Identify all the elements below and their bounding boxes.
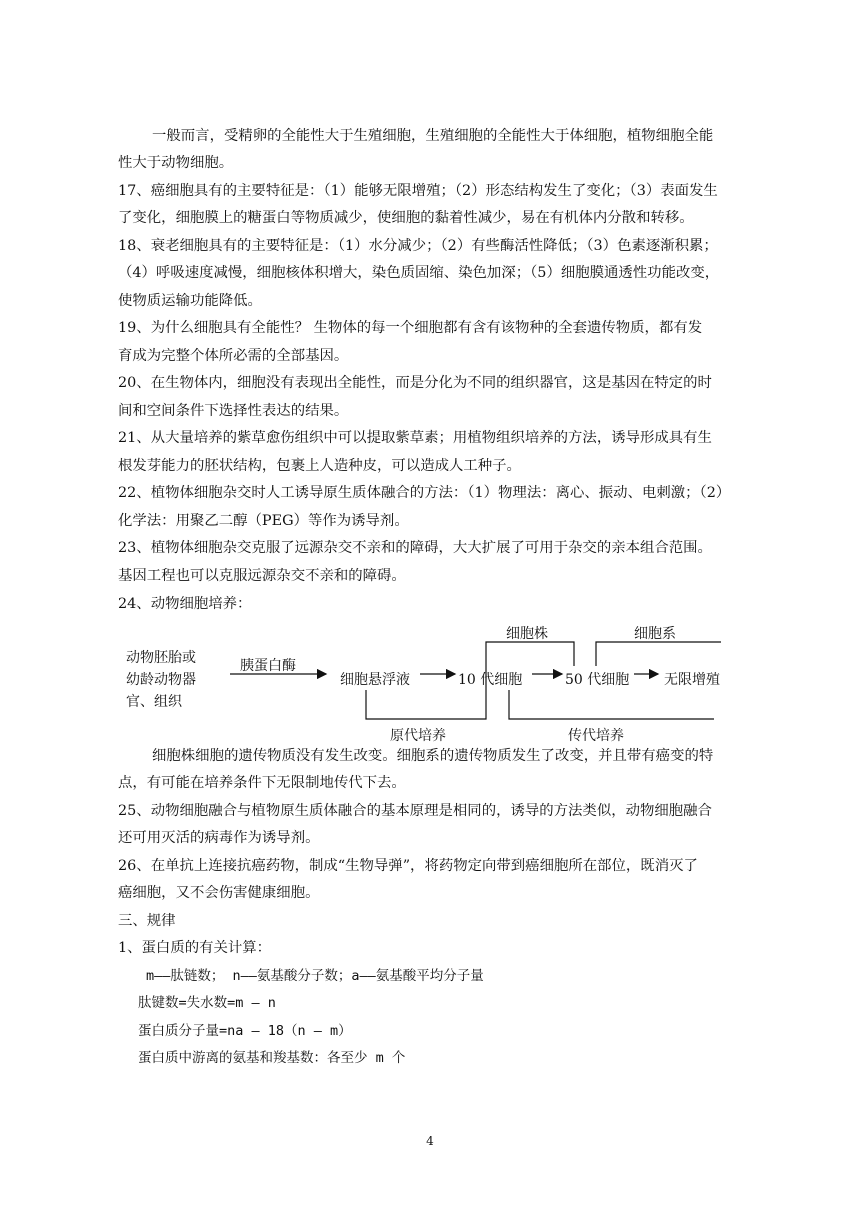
paragraph-line: 22、植物体细胞杂交时人工诱导原生质体融合的方法：（1）物理法：离心、振动、电刺激；（2） — [118, 485, 731, 501]
paragraph-line: 点，有可能在培养条件下无限制地传代下去。 — [118, 775, 406, 791]
paragraph-line: （4）呼吸速度减慢，细胞核体积增大，染色质固缩、染色加深；（5）细胞膜通透性功能改变， — [118, 265, 720, 281]
subculture-bracket — [509, 690, 714, 719]
formula-line: 肽键数=失水数=m – n — [138, 995, 276, 1011]
formula-line: m——肽链数； n——氨基酸分子数；a——氨基酸平均分子量 — [146, 968, 484, 984]
paragraph-line: 细胞株细胞的遗传物质没有发生改变。细胞系的遗传物质发生了改变，并且带有癌变的特 — [152, 748, 714, 764]
suspension-node: 细胞悬浮液 — [340, 672, 410, 688]
gen10-node: 10 代细胞 — [458, 672, 523, 688]
paragraph-line: 根发芽能力的胚状结构，包裹上人造种皮，可以造成人工种子。 — [118, 458, 521, 474]
paragraph-line: 24、动物细胞培养： — [118, 596, 252, 612]
paragraph-line: 化学法：用聚乙二醇（PEG）等作为诱导剂。 — [118, 513, 409, 529]
enzyme-label: 胰蛋白酶 — [240, 658, 296, 674]
paragraph-line: 育成为完整个体所必需的全部基因。 — [118, 348, 349, 364]
source-line-1: 动物胚胎或 — [126, 650, 196, 666]
paragraph-line: 还可用灭活的病毒作为诱导剂。 — [118, 830, 320, 846]
unlimited-node: 无限增殖 — [664, 672, 720, 688]
gen50-node: 50 代细胞 — [565, 672, 630, 688]
paragraph-line: 1、蛋白质的有关计算： — [118, 940, 272, 956]
paragraph-line: 使物质运输功能降低。 — [118, 293, 262, 309]
paragraph-line: 癌细胞，又不会伤害健康细胞。 — [118, 885, 320, 901]
cell-strain-label: 细胞株 — [506, 626, 548, 642]
cell-line-bracket — [596, 642, 721, 666]
paragraph-line: 间和空间条件下选择性表达的结果。 — [118, 403, 349, 419]
source-line-2: 幼龄动物器 — [126, 672, 196, 688]
cell-line-label: 细胞系 — [634, 626, 676, 642]
paragraph-line: 20、在生物体内，细胞没有表现出全能性，而是分化为不同的组织器官，这是基因在特定的时 — [118, 375, 712, 391]
paragraph-line: 一般而言，受精卵的全能性大于生殖细胞，生殖细胞的全能性大于体细胞，植物细胞全能 — [152, 128, 714, 144]
paragraph-line: 了变化，细胞膜上的糖蛋白等物质减少，使细胞的黏着性减少，易在有机体内分散和转移。 — [118, 210, 694, 226]
paragraph-line: 17、癌细胞具有的主要特征是：（1）能够无限增殖；（2）形态结构发生了变化；（3）表面发生 — [118, 183, 718, 199]
section-heading: 三、规律 — [118, 913, 176, 929]
paragraph-line: 26、在单抗上连接抗癌药物，制成“生物导弹”，将药物定向带到癌细胞所在部位，既消灭了 — [118, 858, 698, 874]
paragraph-line: 25、动物细胞融合与植物原生质体融合的基本原理是相同的，诱导的方法类似，动物细胞融合 — [118, 803, 712, 819]
paragraph-line: 基因工程也可以克服远源杂交不亲和的障碍。 — [118, 568, 406, 584]
cell-culture-diagram — [118, 622, 758, 752]
page-number: 4 — [426, 1134, 434, 1148]
paragraph-line: 18、衰老细胞具有的主要特征是：（1）水分减少；（2）有些酶活性降低；（3）色素逐渐积累； — [118, 238, 718, 254]
paragraph-line: 性大于动物细胞。 — [118, 155, 234, 171]
primary-culture-label: 原代培养 — [390, 728, 446, 744]
paragraph-line: 23、植物体细胞杂交克服了远源杂交不亲和的障碍，大大扩展了可用于杂交的亲本组合范围。 — [118, 540, 712, 556]
paragraph-line: 21、从大量培养的紫草愈伤组织中可以提取紫草素；用植物组织培养的方法，诱导形成具有生 — [118, 430, 712, 446]
subculture-label: 传代培养 — [568, 728, 624, 744]
formula-line: 蛋白质中游离的氨基和羧基数：各至少 m 个 — [138, 1050, 406, 1066]
formula-line: 蛋白质分子量=na – 18（n – m） — [138, 1023, 352, 1039]
source-line-3: 官、组织 — [126, 694, 182, 710]
paragraph-line: 19、为什么细胞具有全能性？ 生物体的每一个细胞都有含有该物种的全套遗传物质，都有发 — [118, 320, 703, 336]
